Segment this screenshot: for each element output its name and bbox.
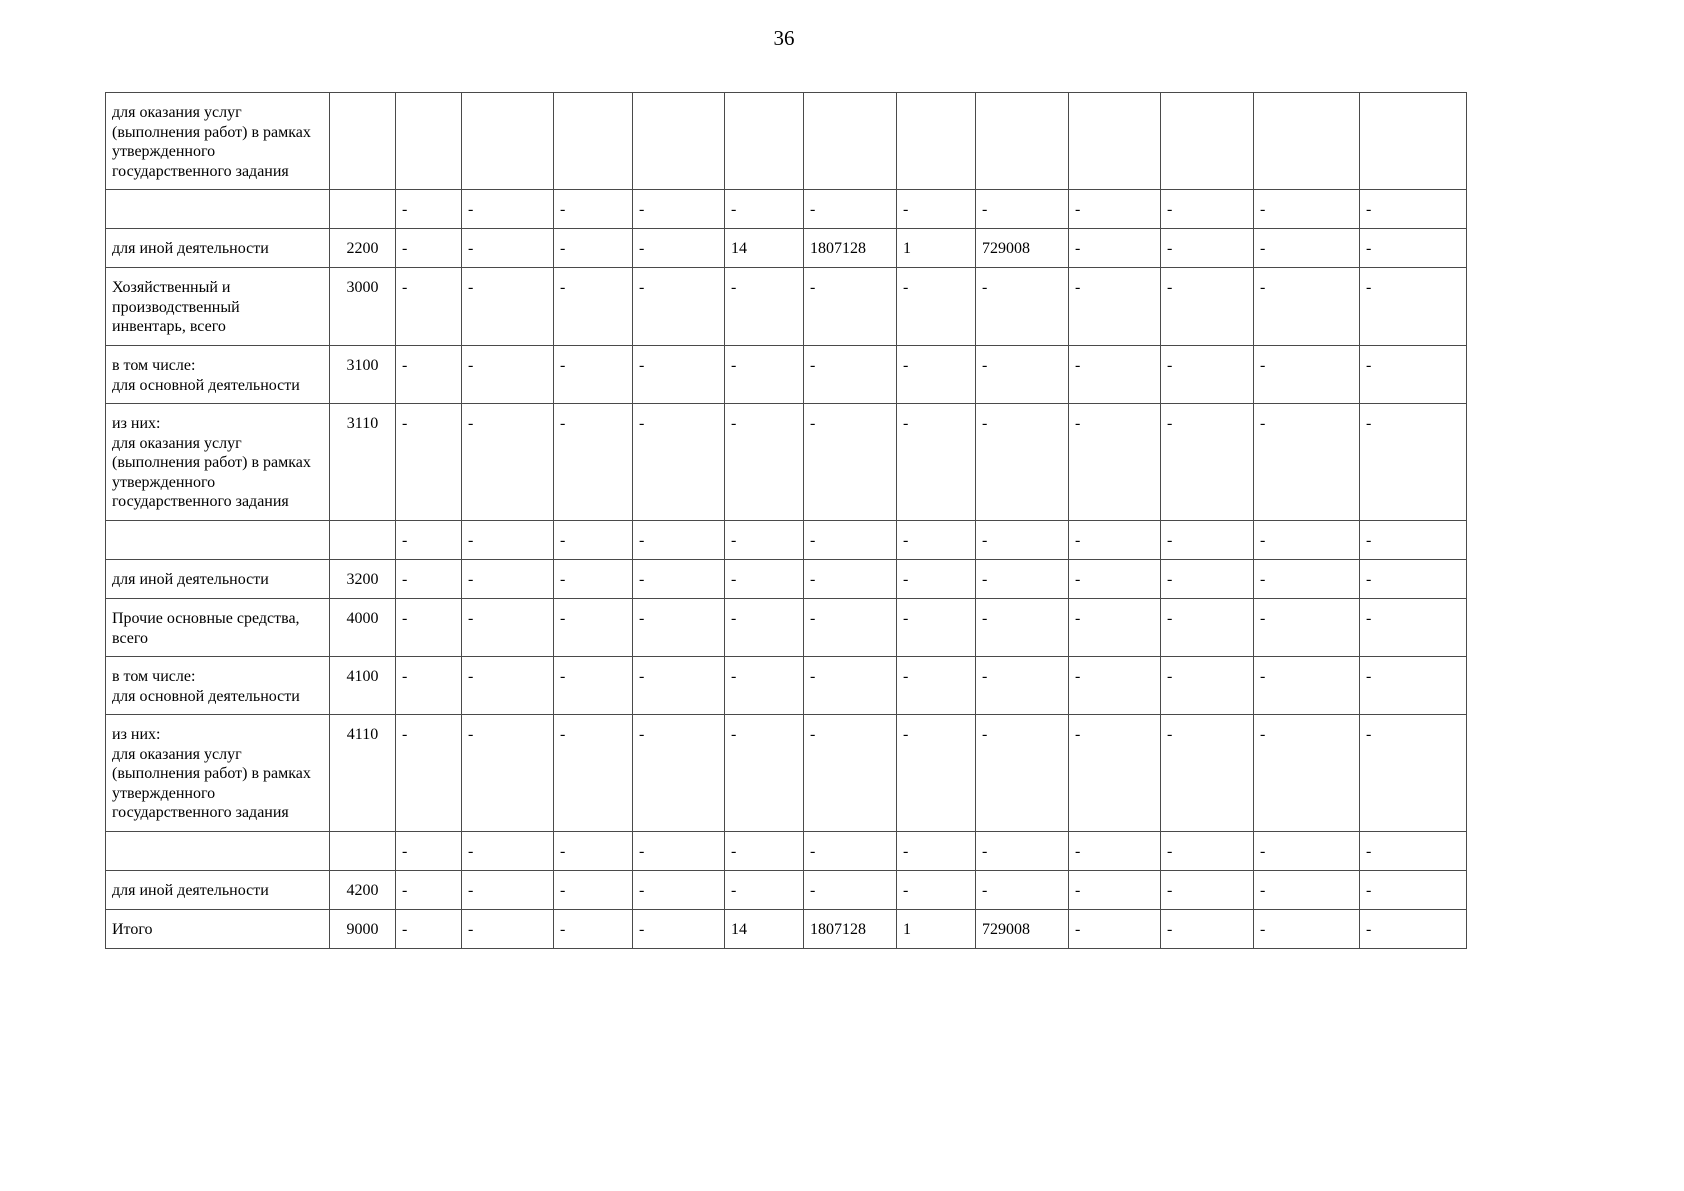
table-cell: - — [1069, 190, 1161, 229]
table-cell: - — [1360, 346, 1467, 404]
table-cell: - — [976, 715, 1069, 832]
table-cell: - — [1254, 346, 1360, 404]
table-row — [106, 521, 1467, 560]
table-cell: - — [897, 715, 976, 832]
table-cell: - — [725, 832, 804, 871]
table-cell: - — [976, 268, 1069, 346]
table-cell: - — [1360, 715, 1467, 832]
table-cell: - — [725, 404, 804, 521]
table-cell: - — [554, 560, 633, 599]
table-cell: - — [1069, 346, 1161, 404]
table-cell: - — [1161, 229, 1254, 268]
table-cell: - — [396, 190, 462, 229]
table-cell: - — [633, 715, 725, 832]
table-cell: - — [396, 521, 462, 560]
page-number: 36 — [773, 26, 795, 50]
table-cell: - — [1161, 521, 1254, 560]
table-cell: - — [554, 871, 633, 910]
table-cell: - — [1254, 599, 1360, 657]
table-cell: - — [725, 268, 804, 346]
table-cell: - — [804, 715, 897, 832]
row-label: в том числе: для основной деятельности — [106, 346, 330, 404]
row-label — [106, 832, 330, 871]
row-code: 2200 — [330, 229, 396, 268]
table-cell: - — [462, 346, 554, 404]
data-table — [105, 92, 1467, 949]
table-row — [106, 657, 1467, 715]
table-cell: - — [1161, 657, 1254, 715]
table-cell: - — [897, 346, 976, 404]
table-cell: - — [396, 346, 462, 404]
table-cell: - — [554, 599, 633, 657]
table-cell: - — [1360, 599, 1467, 657]
row-code: 3200 — [330, 560, 396, 599]
table-cell: - — [725, 560, 804, 599]
table-cell: - — [462, 910, 554, 949]
table-cell: - — [633, 871, 725, 910]
table-cell: - — [396, 715, 462, 832]
table-row — [106, 560, 1467, 599]
table-cell: - — [1254, 871, 1360, 910]
table-cell — [804, 93, 897, 190]
table-cell: - — [1069, 229, 1161, 268]
table-cell: - — [554, 229, 633, 268]
table-cell: - — [633, 832, 725, 871]
table-cell: 1807128 — [804, 229, 897, 268]
table-cell: - — [396, 268, 462, 346]
table-cell: - — [897, 560, 976, 599]
table-cell: - — [1069, 599, 1161, 657]
row-code: 3000 — [330, 268, 396, 346]
table-cell: 1 — [897, 910, 976, 949]
table-cell: - — [396, 910, 462, 949]
table-cell: - — [976, 599, 1069, 657]
table-cell: - — [1161, 268, 1254, 346]
table-cell: - — [633, 560, 725, 599]
table-cell — [462, 93, 554, 190]
table-cell: - — [1069, 268, 1161, 346]
table-cell: - — [804, 657, 897, 715]
table-row — [106, 404, 1467, 521]
table-cell: - — [1360, 832, 1467, 871]
table-cell: - — [976, 346, 1069, 404]
table-cell: - — [1069, 715, 1161, 832]
table-cell: - — [396, 871, 462, 910]
table-cell: - — [725, 599, 804, 657]
table-row — [106, 832, 1467, 871]
table-cell: - — [554, 832, 633, 871]
table-cell: - — [1360, 560, 1467, 599]
table-cell: - — [1069, 871, 1161, 910]
table-cell: - — [725, 871, 804, 910]
table-cell: 729008 — [976, 229, 1069, 268]
table-cell — [725, 93, 804, 190]
table-cell: - — [804, 268, 897, 346]
table-cell: - — [976, 871, 1069, 910]
table-cell: - — [633, 346, 725, 404]
table-row — [106, 599, 1467, 657]
table-cell: - — [804, 521, 897, 560]
table-row — [106, 93, 1467, 190]
table-cell: - — [1360, 190, 1467, 229]
row-code: 4110 — [330, 715, 396, 832]
table-cell: 729008 — [976, 910, 1069, 949]
table-row — [106, 190, 1467, 229]
table-cell: - — [1161, 871, 1254, 910]
table-cell: - — [725, 190, 804, 229]
table-cell: - — [897, 832, 976, 871]
table-cell: - — [633, 268, 725, 346]
table-cell: - — [633, 229, 725, 268]
table-cell: - — [396, 599, 462, 657]
row-code — [330, 190, 396, 229]
table-cell: - — [554, 268, 633, 346]
row-label: Хозяйственный и производственный инвентарь, всего — [106, 268, 330, 346]
row-code: 9000 — [330, 910, 396, 949]
table-cell: - — [554, 404, 633, 521]
row-code: 3110 — [330, 404, 396, 521]
table-cell: - — [1360, 229, 1467, 268]
row-label: для оказания услуг (выполнения работ) в рамках утвержденного государственного задания — [106, 93, 330, 190]
table-cell: - — [1161, 560, 1254, 599]
table-cell: - — [1360, 404, 1467, 521]
table-cell: - — [725, 657, 804, 715]
table-cell: - — [1161, 910, 1254, 949]
table-cell: - — [1254, 229, 1360, 268]
row-label: в том числе: для основной деятельности — [106, 657, 330, 715]
table-row — [106, 910, 1467, 949]
table-cell: - — [633, 599, 725, 657]
row-label: Итого — [106, 910, 330, 949]
table-cell: - — [1069, 521, 1161, 560]
table-cell: - — [554, 715, 633, 832]
table-cell: - — [804, 404, 897, 521]
table-cell: - — [897, 404, 976, 521]
table-cell: - — [462, 190, 554, 229]
table-row — [106, 871, 1467, 910]
table-cell — [1161, 93, 1254, 190]
table-cell — [897, 93, 976, 190]
row-code: 4200 — [330, 871, 396, 910]
table-cell: - — [976, 190, 1069, 229]
table-row — [106, 715, 1467, 832]
table-cell: - — [1360, 521, 1467, 560]
table-cell: - — [976, 657, 1069, 715]
table-cell — [633, 93, 725, 190]
table-cell: - — [633, 910, 725, 949]
table-cell: - — [633, 657, 725, 715]
row-label — [106, 190, 330, 229]
table-cell: - — [804, 346, 897, 404]
table-cell: - — [1254, 521, 1360, 560]
table-cell: - — [1360, 657, 1467, 715]
table-cell: - — [462, 871, 554, 910]
table-cell: - — [1254, 715, 1360, 832]
table-cell: - — [804, 190, 897, 229]
table-cell: - — [725, 346, 804, 404]
table-cell: - — [897, 599, 976, 657]
table-cell: - — [976, 832, 1069, 871]
table-cell: - — [462, 268, 554, 346]
table-cell: - — [897, 268, 976, 346]
table-cell: - — [462, 599, 554, 657]
table-cell: - — [462, 404, 554, 521]
table-cell — [976, 93, 1069, 190]
table-cell: 1807128 — [804, 910, 897, 949]
table-cell: - — [1254, 832, 1360, 871]
table-cell: - — [1254, 560, 1360, 599]
row-label: для иной деятельности — [106, 560, 330, 599]
table-cell: - — [396, 560, 462, 599]
table-cell: - — [633, 190, 725, 229]
table-cell: - — [897, 871, 976, 910]
table-cell: - — [554, 910, 633, 949]
table-cell: - — [554, 346, 633, 404]
table-cell: - — [1069, 657, 1161, 715]
table-cell — [554, 93, 633, 190]
table-cell: - — [1161, 599, 1254, 657]
table-cell: - — [462, 229, 554, 268]
table-cell: - — [462, 521, 554, 560]
table-cell: - — [1161, 190, 1254, 229]
table-cell: - — [396, 229, 462, 268]
table-cell: - — [633, 404, 725, 521]
table-cell: - — [1360, 871, 1467, 910]
table-cell: - — [1069, 832, 1161, 871]
table-cell: - — [976, 521, 1069, 560]
table-cell: - — [554, 190, 633, 229]
table-cell: - — [897, 657, 976, 715]
table-cell: - — [976, 404, 1069, 521]
table-cell: 14 — [725, 910, 804, 949]
table-cell: 14 — [725, 229, 804, 268]
table-cell: - — [1161, 404, 1254, 521]
table-cell: - — [1254, 910, 1360, 949]
table-cell: - — [725, 715, 804, 832]
row-code: 4100 — [330, 657, 396, 715]
table-cell — [1254, 93, 1360, 190]
table-cell: - — [462, 657, 554, 715]
row-code — [330, 521, 396, 560]
table-cell: - — [897, 521, 976, 560]
table-cell: - — [462, 832, 554, 871]
table-row — [106, 346, 1467, 404]
table-cell: - — [1254, 190, 1360, 229]
table-cell: - — [633, 521, 725, 560]
table-row — [106, 229, 1467, 268]
table-cell: 1 — [897, 229, 976, 268]
table-cell: - — [725, 521, 804, 560]
table-cell: - — [1161, 715, 1254, 832]
table-cell: - — [1254, 657, 1360, 715]
table-cell: - — [396, 404, 462, 521]
table-cell — [396, 93, 462, 190]
table-cell — [1360, 93, 1467, 190]
row-code — [330, 93, 396, 190]
table-cell: - — [1069, 560, 1161, 599]
row-code — [330, 832, 396, 871]
table-body — [106, 93, 1467, 949]
row-label: Прочие основные средства, всего — [106, 599, 330, 657]
table-cell: - — [1254, 404, 1360, 521]
table-cell: - — [804, 599, 897, 657]
table-cell: - — [1360, 268, 1467, 346]
table-row — [106, 268, 1467, 346]
table-cell: - — [897, 190, 976, 229]
table-cell: - — [1254, 268, 1360, 346]
table-cell: - — [976, 560, 1069, 599]
table-cell: - — [1360, 910, 1467, 949]
row-label — [106, 521, 330, 560]
table-cell: - — [1161, 832, 1254, 871]
table-cell: - — [804, 560, 897, 599]
row-label: из них: для оказания услуг (выполнения работ) в рамках утвержденного государственного задания — [106, 404, 330, 521]
table-cell: - — [1069, 910, 1161, 949]
table-cell: - — [804, 871, 897, 910]
table-cell: - — [554, 521, 633, 560]
table-cell: - — [462, 560, 554, 599]
table-cell: - — [1161, 346, 1254, 404]
row-label: из них: для оказания услуг (выполнения работ) в рамках утвержденного государственного задания — [106, 715, 330, 832]
table-cell: - — [1069, 404, 1161, 521]
table-cell: - — [396, 657, 462, 715]
row-code: 3100 — [330, 346, 396, 404]
row-label: для иной деятельности — [106, 229, 330, 268]
row-label: для иной деятельности — [106, 871, 330, 910]
table-cell: - — [462, 715, 554, 832]
table-cell: - — [396, 832, 462, 871]
table-cell: - — [554, 657, 633, 715]
table-cell — [1069, 93, 1161, 190]
row-code: 4000 — [330, 599, 396, 657]
table-cell: - — [804, 832, 897, 871]
